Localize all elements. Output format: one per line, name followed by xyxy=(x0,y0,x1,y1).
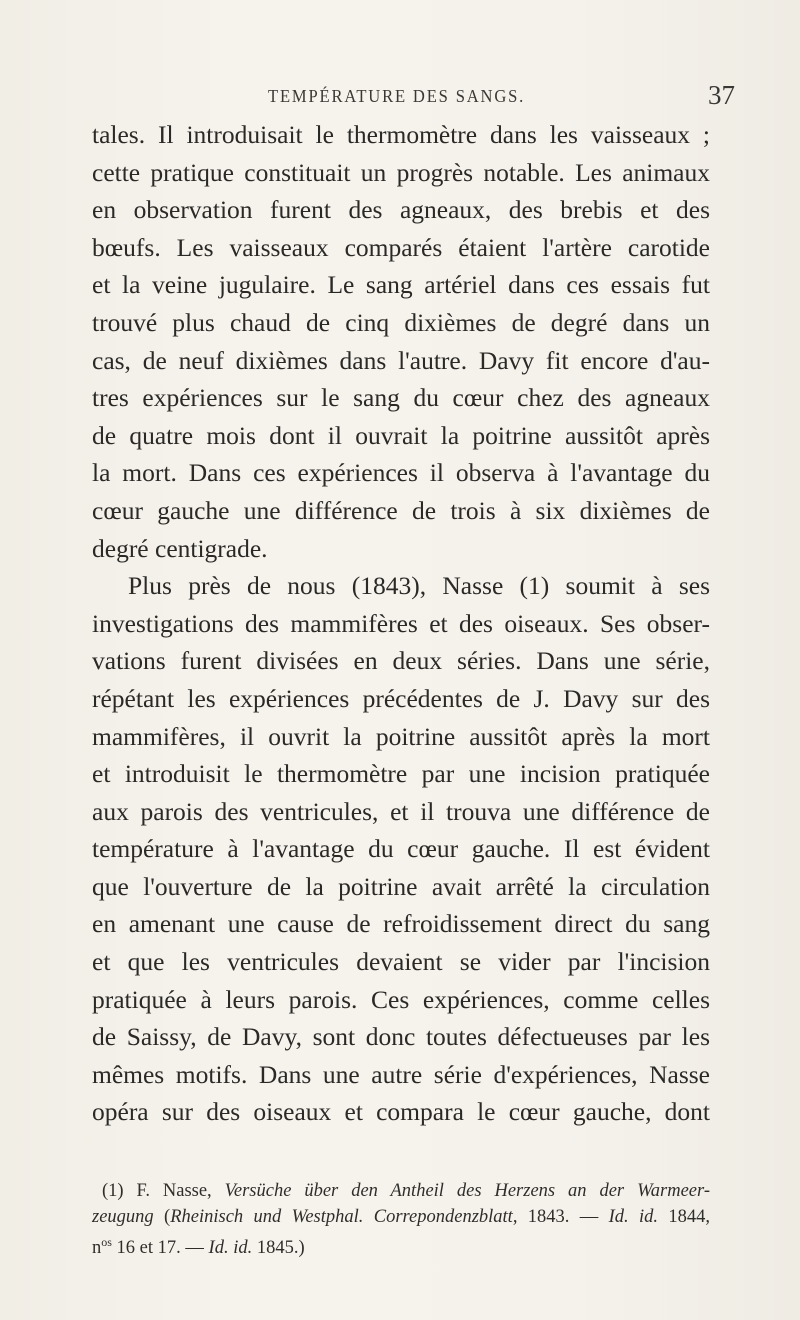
text-line: tres expériences sur le sang du cœur chez des agneaux xyxy=(92,383,710,413)
footnote xyxy=(92,1179,711,1259)
text-line: de Saissy, de Davy, sont donc toutes défectueuses par les xyxy=(92,1022,710,1052)
footnote-source-year: , 1843. — xyxy=(512,1206,599,1227)
footnote-line xyxy=(92,1205,710,1231)
text-line: et que les ventricules devaient se vider par l'incision xyxy=(92,947,710,977)
text-line: et introduisit le thermomètre par une incision pratiquée xyxy=(92,759,710,789)
footnote-idem: Id. id. xyxy=(608,1206,659,1227)
text-line: de quatre mois dont il ouvrait la poitrine aussitôt après xyxy=(92,420,710,450)
footnote-numbers: n xyxy=(92,1238,102,1259)
text-line: répétant les expériences précédentes de J. Davy sur des xyxy=(92,683,710,713)
footnote-paren: ( xyxy=(164,1206,171,1227)
footnote-year: 1845.) xyxy=(256,1238,305,1259)
footnote-line xyxy=(92,1179,710,1205)
text-line: bœufs. Les vaisseaux comparés étaient l'artère carotide xyxy=(92,232,710,262)
footnote-title: Versüche über den Antheil des Herzens an der Warmeer- xyxy=(224,1181,711,1201)
footnote-numbers-sup: os xyxy=(101,1235,112,1249)
text-line: investigations des mammifères et des oiseaux. Ses obser- xyxy=(92,608,710,638)
footnote-numbers-tail: 16 et 17. — xyxy=(116,1238,204,1259)
footnote-line xyxy=(92,1230,710,1259)
text-line: cœur gauche une différence de trois à six dixièmes de xyxy=(92,495,710,525)
text-line: opéra sur des oiseaux et compara le cœur gauche, dont xyxy=(92,1097,710,1127)
running-title: TEMPÉRATURE DES SANGS. xyxy=(268,86,526,106)
body-text xyxy=(92,116,710,1131)
text-line: tales. Il introduisait le thermomètre dans les vaisseaux ; xyxy=(92,120,710,149)
footnote-marker: (1) F. Nasse, xyxy=(102,1181,212,1201)
text-line: en amenant une cause de refroidissement direct du sang xyxy=(92,909,710,939)
text-line: en observation furent des agneaux, des brebis et des xyxy=(92,195,710,225)
text-line: aux parois des ventricules, et il trouva une différence de xyxy=(92,796,710,826)
text-line: et la veine jugulaire. Le sang artériel dans ces essais fut xyxy=(92,270,710,300)
text-line: cas, de neuf dixièmes dans l'autre. Davy fit encore d'au- xyxy=(92,345,710,375)
text-line: pratiquée à leurs parois. Ces expériences, comme celles xyxy=(92,984,710,1014)
text-line: température à l'avantage du cœur gauche. Il est évident xyxy=(92,834,710,864)
text-line: que l'ouverture de la poitrine avait arrêté la circulation xyxy=(92,871,710,901)
text-line: cette pratique constituait un progrès notable. Les animaux xyxy=(92,157,710,187)
text-line-paragraph-end: degré centigrade. xyxy=(92,533,268,563)
text-line: trouvé plus chaud de cinq dixièmes de degré dans un xyxy=(92,307,710,337)
page-number: 37 xyxy=(708,80,735,110)
footnote-idem: Id. id. xyxy=(208,1238,253,1259)
footnote-title-cont: zeugung xyxy=(92,1206,154,1227)
text-line: la mort. Dans ces expériences il observa à l'avantage du xyxy=(92,458,710,488)
running-header xyxy=(0,80,800,114)
text-line-paragraph-start: Plus près de nous (1843), Nasse (1) soumit à ses xyxy=(128,571,710,601)
text-line: vations furent divisées en deux séries. Dans une série, xyxy=(92,646,710,676)
text-line: mammifères, il ouvrit la poitrine aussitôt après la mort xyxy=(92,721,710,751)
footnote-source: Rheinisch und Westphal. Correpondenzblatt xyxy=(170,1206,513,1227)
text-line: mêmes motifs. Dans une autre série d'expériences, Nasse xyxy=(92,1059,710,1089)
footnote-year: 1844, xyxy=(668,1206,711,1227)
